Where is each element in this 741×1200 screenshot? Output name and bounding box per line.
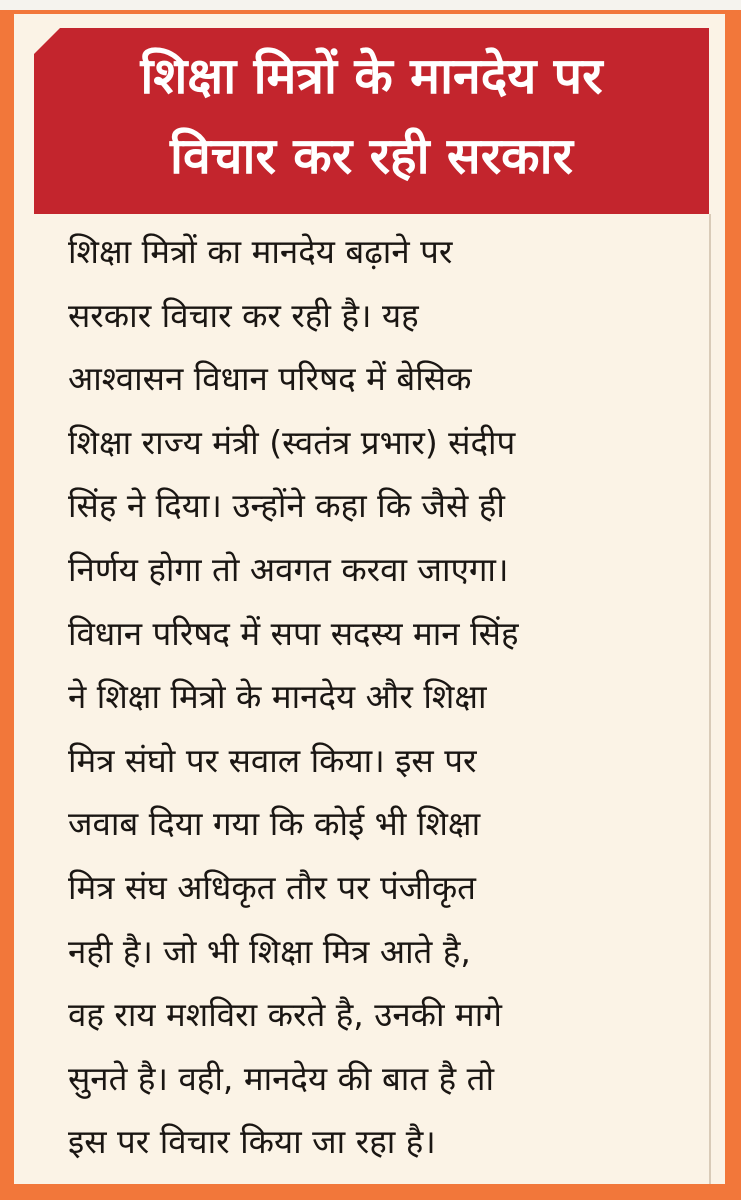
article-line: विधान परिषद में सपा सदस्य मान सिंह	[68, 613, 519, 653]
article-line: शिक्षा मित्रों का मानदेय बढ़ाने पर	[68, 232, 453, 271]
article-line: सुनते है। वही, मानदेय की बात है तो	[68, 1058, 495, 1098]
article-body	[68, 220, 708, 1174]
article-line: जवाब दिया गया कि कोई भी शिक्षा	[68, 804, 481, 844]
article-line: आश्वासन विधान परिषद में बेसिक	[68, 359, 472, 399]
article-line: सरकार विचार कर रही है। यह	[68, 295, 419, 335]
article-line: इस पर विचार किया जा रहा है।	[68, 1122, 436, 1162]
article-line: ने शिक्षा मित्रो के मानदेय और शिक्षा	[68, 677, 487, 717]
article-line: सिंह ने दिया। उन्होंने कहा कि जैसे ही	[68, 486, 505, 526]
article-line: मित्र संघो पर सवाल किया। इस पर	[68, 740, 477, 780]
article-line: मित्र संघ अधिकृत तौर पर पंजीकृत	[68, 867, 476, 907]
column-rule	[709, 214, 711, 1184]
article-line: नही है। जो भी शिक्षा मित्र आते है,	[68, 931, 471, 971]
headline-line: विचार कर रही सरकार	[170, 127, 573, 185]
article-line: वह राय मशविरा करते है, उनकी मागे	[68, 995, 502, 1035]
article-line: शिक्षा राज्य मंत्री (स्वतंत्र प्रभार) संदीप	[68, 422, 516, 462]
top-strip	[0, 0, 741, 10]
article-line: निर्णय होगा तो अवगत करवा जाएगा।	[68, 549, 509, 589]
news-clipping	[14, 14, 725, 1184]
headline	[34, 36, 709, 196]
headline-line: शिक्षा मित्रों के मानदेय पर	[140, 47, 603, 105]
